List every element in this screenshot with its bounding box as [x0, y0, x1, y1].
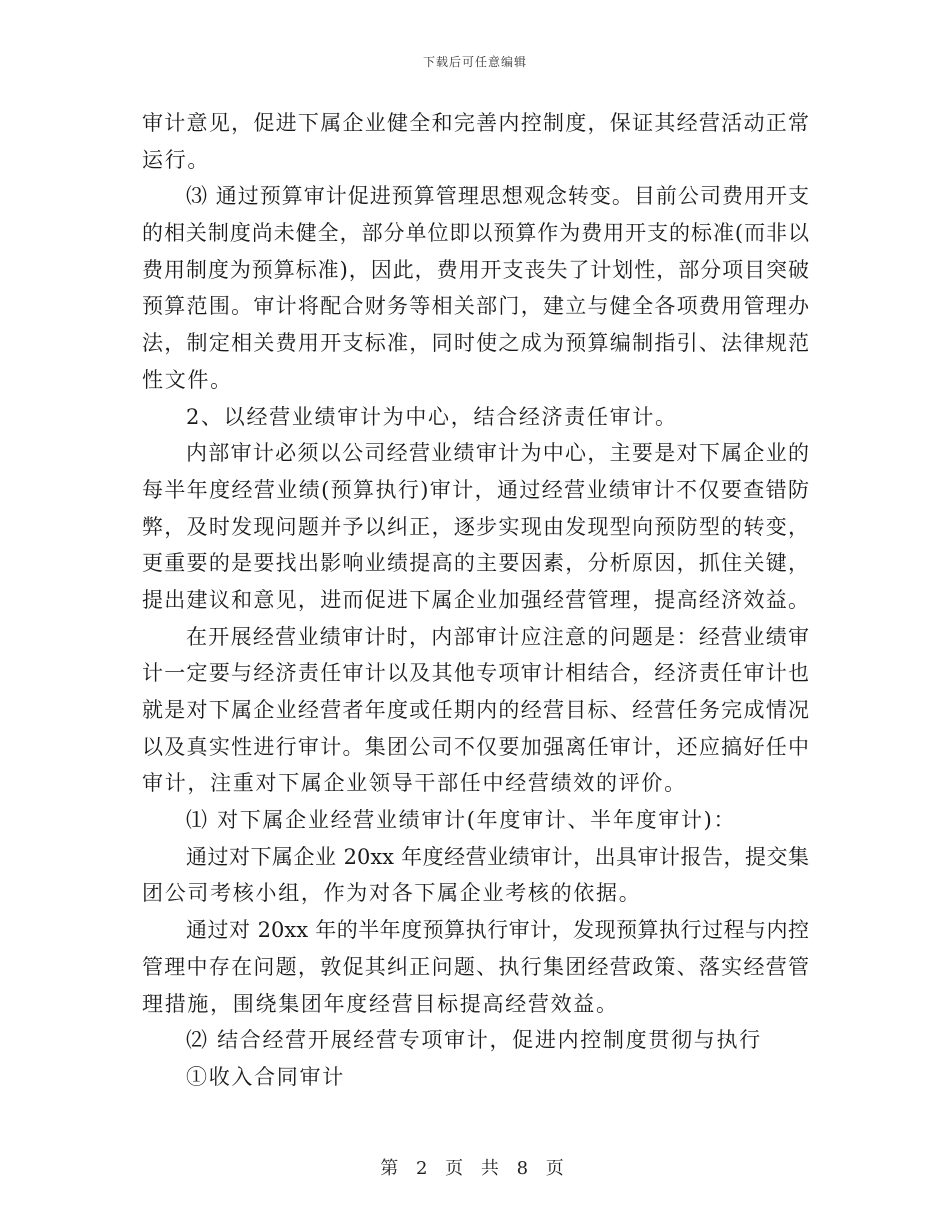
page-footer: 第 2 页 共 8 页 — [380, 1158, 570, 1179]
text-line: 团公司考核小组，作为对各下属企业考核的依据。 — [142, 881, 642, 906]
text-line: 更重要的是要找出影响业绩提高的主要因素，分析原因，抓住关键， — [142, 551, 809, 576]
text-line: 运行。 — [142, 147, 211, 172]
text-line: 审计，注重对下属企业领导干部任中经营绩效的评价。 — [142, 771, 687, 796]
text-line: ①收入合同审计 — [186, 1064, 345, 1089]
text-line: 在开展经营业绩审计时，内部审计应注意的问题是：经营业绩审 — [186, 624, 809, 649]
text-line: ⑶ 通过预算审计促进预算管理思想观念转变。目前公司费用开支 — [186, 184, 809, 209]
text-line: 费用制度为预算标准)，因此，费用开支丧失了计划性，部分项目突破 — [142, 257, 809, 282]
text-line: ⑴ 对下属企业经营业绩审计(年度审计、半年度审计)： — [186, 808, 737, 833]
text-line: 内部审计必须以公司经营业绩审计为中心，主要是对下属企业的 — [186, 441, 809, 466]
text-line: 每半年度经营业绩(预算执行)审计，通过经营业绩审计不仅要查错防 — [142, 477, 809, 502]
page-header: 下载后可任意编辑 — [422, 55, 527, 69]
text-line: 计一定要与经济责任审计以及其他专项审计相结合，经济责任审计也 — [142, 661, 809, 686]
text-line: 2、以经营业绩审计为中心，结合经济责任审计。 — [186, 404, 678, 429]
text-line: 弊，及时发现问题并予以纠正，逐步实现由发现型向预防型的转变， — [142, 514, 809, 539]
text-line: 管理中存在问题，敦促其纠正问题、执行集团经营政策、落实经营管 — [142, 954, 809, 979]
text-line: 就是对下属企业经营者年度或任期内的经营目标、经营任务完成情况 — [142, 698, 809, 722]
text-line: 性文件。 — [142, 367, 233, 392]
text-line: 以及真实性进行审计。集团公司不仅要加强离任审计，还应搞好任中 — [142, 734, 809, 759]
text-line: 通过对 20xx 年的半年度预算执行审计，发现预算执行过程与内控 — [186, 918, 809, 943]
document-body — [142, 105, 809, 1096]
text-line: 法，制定相关费用开支标准，同时使之成为预算编制指引、法律规范 — [142, 331, 809, 356]
text-line: 审计意见，促进下属企业健全和完善内控制度，保证其经营活动正常 — [142, 111, 809, 135]
text-line: 理措施，围绕集团年度经营目标提高经营效益。 — [142, 991, 619, 1016]
text-line: 预算范围。审计将配合财务等相关部门，建立与健全各项费用管理办 — [142, 294, 809, 319]
text-line: 通过对下属企业 20xx 年度经营业绩审计，出具审计报告，提交集 — [186, 844, 809, 869]
text-line: 的相关制度尚未健全，部分单位即以预算作为费用开支的标准(而非以 — [142, 221, 809, 246]
text-line: ⑵ 结合经营开展经营专项审计，促进内控制度贯彻与执行 — [186, 1028, 762, 1053]
text-line: 提出建议和意见，进而促进下属企业加强经营管理，提高经济效益。 — [142, 587, 809, 612]
